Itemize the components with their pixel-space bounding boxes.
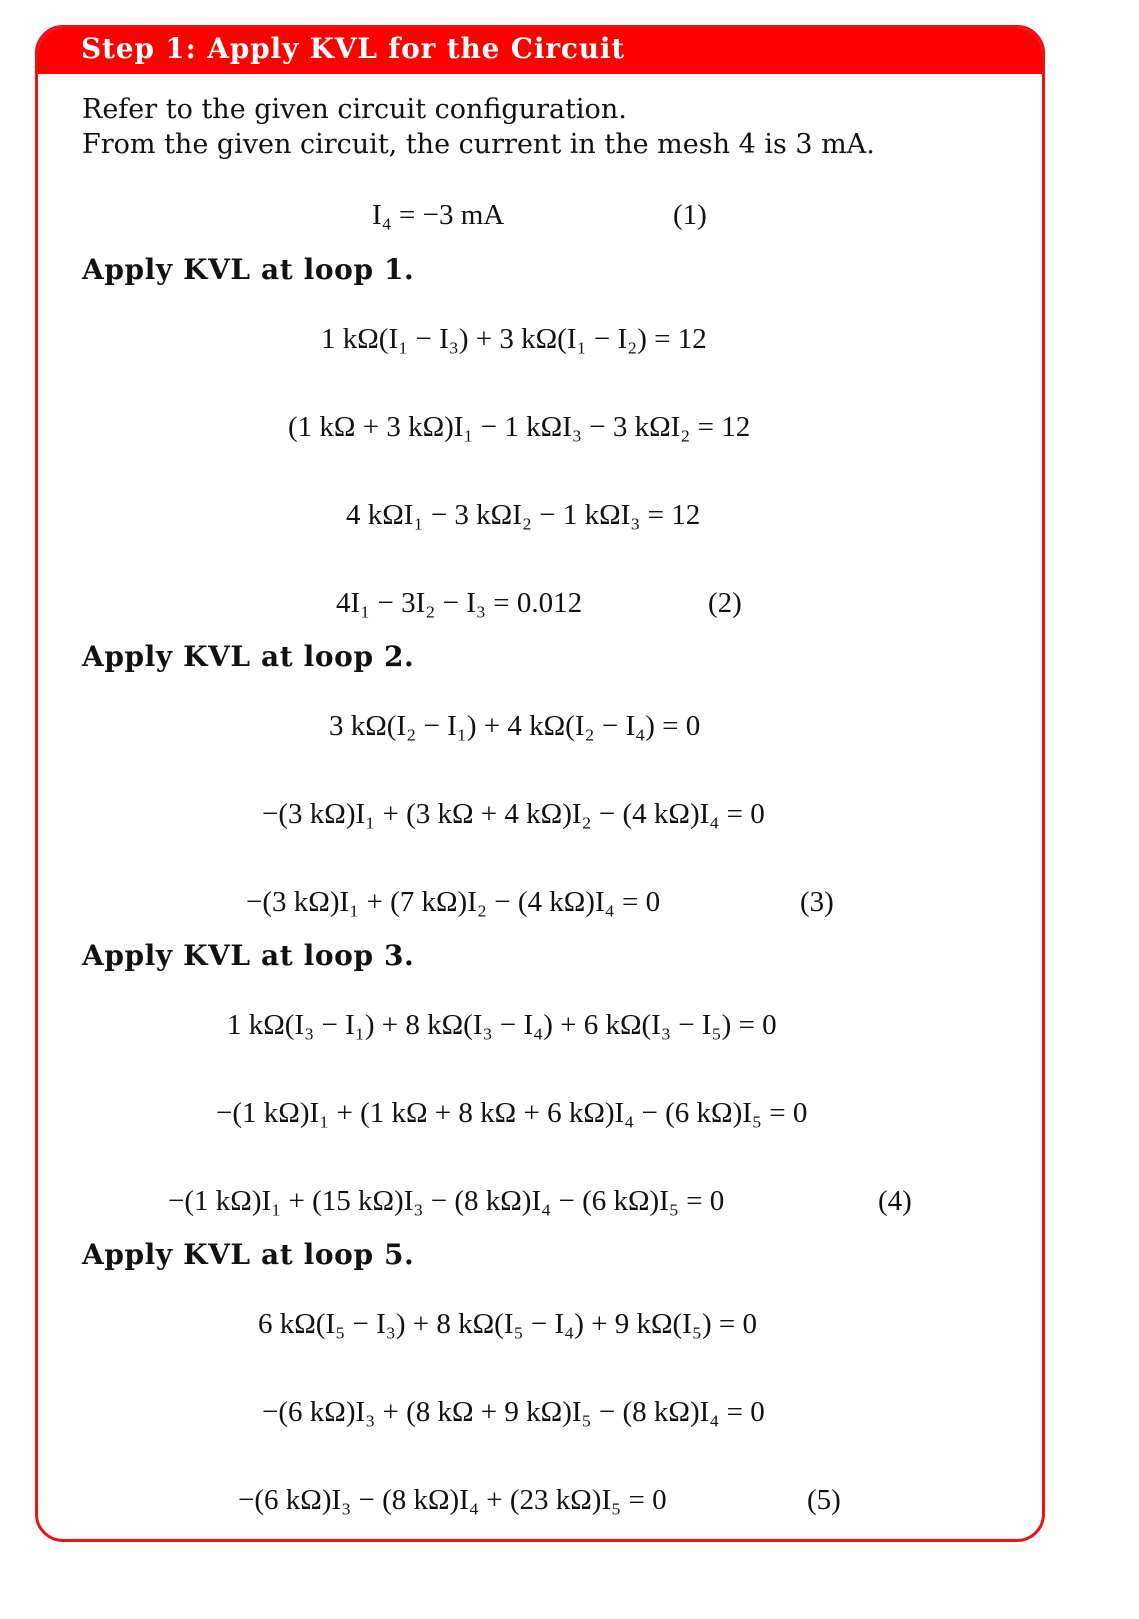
heading-loop-5: Apply KVL at loop 5. (82, 1238, 415, 1271)
heading-loop-3: Apply KVL at loop 3. (82, 939, 415, 972)
equation-2: 4I₁ − 3I₂ − I₃ = 0.012 (336, 587, 583, 619)
heading-loop-2: Apply KVL at loop 2. (82, 640, 415, 673)
equation-number-3: (3) (800, 886, 834, 918)
equation-4: −(1 kΩ)I₁ + (15 kΩ)I₃ − (8 kΩ)I₄ − (6 kΩ)I₅ = 0 (168, 1185, 725, 1217)
equation-loop3-b: −(1 kΩ)I₁ + (1 kΩ + 8 kΩ + 6 kΩ)I₄ − (6 kΩ)I₅ = 0 (216, 1097, 808, 1129)
intro-line-2: From the given circuit, the current in the mesh 4 is 3 mA. (82, 129, 875, 160)
step-header (38, 28, 1042, 74)
equation-number-1: (1) (673, 199, 707, 231)
heading-loop-1: Apply KVL at loop 1. (82, 253, 415, 286)
equation-loop5-a: 6 kΩ(I₅ − I₃) + 8 kΩ(I₅ − I₄) + 9 kΩ(I₅) = 0 (258, 1308, 757, 1340)
equation-loop1-c: 4 kΩI₁ − 3 kΩI₂ − 1 kΩI₃ = 12 (346, 499, 701, 531)
equation-loop2-a: 3 kΩ(I₂ − I₁) + 4 kΩ(I₂ − I₄) = 0 (329, 710, 701, 742)
equation-loop1-b: (1 kΩ + 3 kΩ)I₁ − 1 kΩI₃ − 3 kΩI₂ = 12 (288, 411, 751, 443)
equation-number-4: (4) (878, 1185, 912, 1217)
equation-loop5-b: −(6 kΩ)I₃ + (8 kΩ + 9 kΩ)I₅ − (8 kΩ)I₄ = 0 (262, 1396, 765, 1428)
equation-loop2-b: −(3 kΩ)I₁ + (3 kΩ + 4 kΩ)I₂ − (4 kΩ)I₄ = 0 (262, 798, 765, 830)
equation-number-5: (5) (807, 1484, 841, 1516)
equation-1: I₄ = −3 mA (372, 199, 505, 231)
intro-line-1: Refer to the given circuit configuration. (82, 94, 627, 125)
equation-loop1-a: 1 kΩ(I₁ − I₃) + 3 kΩ(I₁ − I₂) = 12 (321, 323, 707, 355)
step-card (35, 25, 1045, 1542)
equation-loop3-a: 1 kΩ(I₃ − I₁) + 8 kΩ(I₃ − I₄) + 6 kΩ(I₃ − I₅) = 0 (227, 1009, 777, 1041)
equation-3: −(3 kΩ)I₁ + (7 kΩ)I₂ − (4 kΩ)I₄ = 0 (246, 886, 661, 918)
equation-5: −(6 kΩ)I₃ − (8 kΩ)I₄ + (23 kΩ)I₅ = 0 (238, 1484, 667, 1516)
step-title: Step 1: Apply KVL for the Circuit (81, 32, 626, 65)
equation-number-2: (2) (708, 587, 742, 619)
